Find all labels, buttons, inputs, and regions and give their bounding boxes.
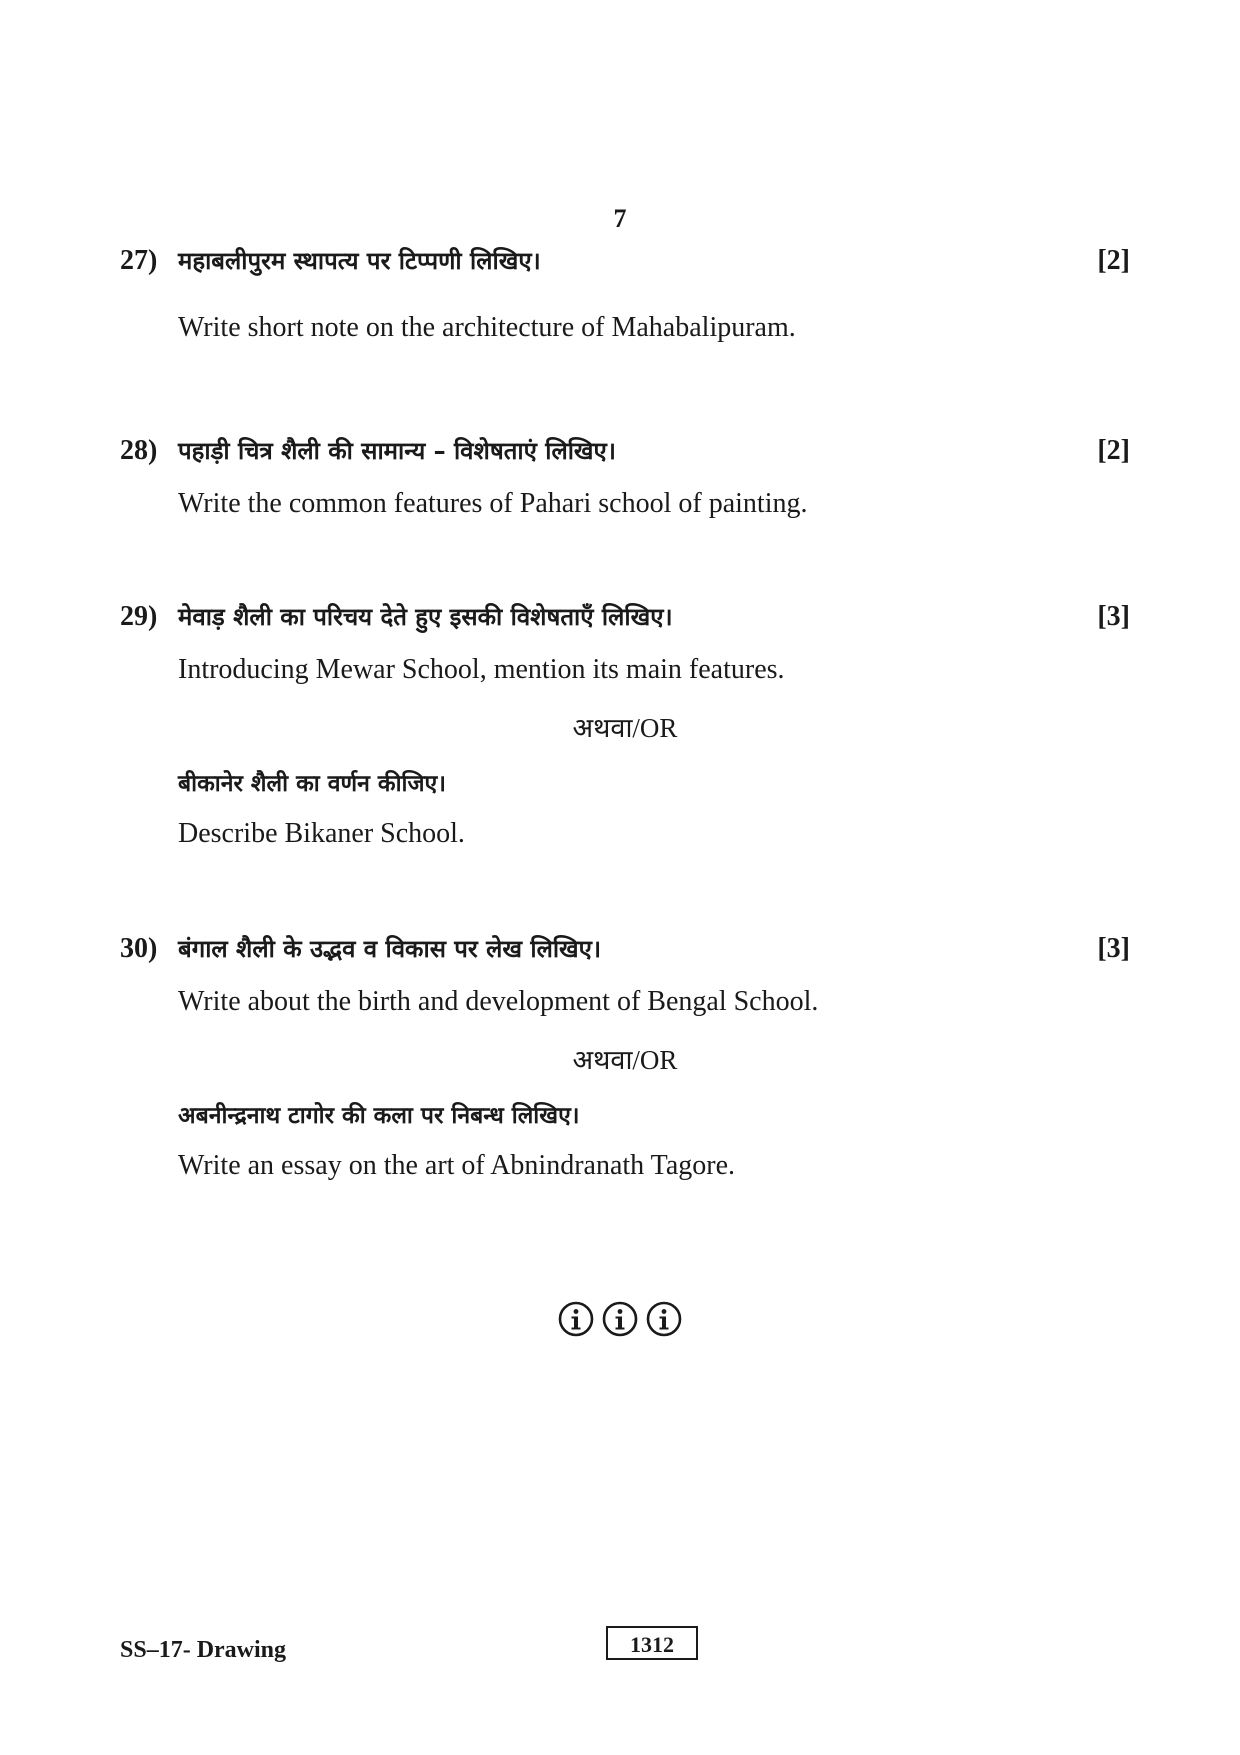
or-separator: अथवा/OR (572, 1045, 678, 1075)
or-separator: अथवा/OR (572, 713, 678, 743)
question-27 (120, 244, 1130, 343)
question-number: 29) (120, 601, 158, 632)
circled-info-icon (601, 1300, 639, 1338)
question-text-hindi: बंगाल शैली के उद्भव व विकास पर लेख लिखिए। (178, 935, 602, 963)
page-number: 7 (613, 204, 627, 233)
question-marks: [3] (1097, 933, 1130, 964)
circled-info-icon (557, 1300, 595, 1338)
question-number: 27) (120, 245, 158, 276)
question-marks: [2] (1097, 245, 1130, 276)
question-marks: [3] (1097, 601, 1130, 632)
paper-code: SS–17- Drawing (120, 1637, 287, 1663)
booklet-code-box: 1312 (606, 1626, 698, 1660)
end-of-paper-marker (0, 1300, 1240, 1338)
question-28 (120, 434, 1130, 519)
question-text-hindi: मेवाड़ शैली का परिचय देते हुए इसकी विशेषताएँ लिखिए। (178, 603, 673, 631)
question-text-hindi: महाबलीपुरम स्थापत्य पर टिप्पणी लिखिए। (178, 247, 541, 275)
alternate-text-hindi: बीकानेर शैली का वर्णन कीजिए। (178, 771, 446, 797)
question-text-english: Write about the birth and development of Bengal School. (178, 986, 819, 1017)
alternate-text-english: Describe Bikaner School. (178, 818, 465, 849)
alternate-text-hindi: अबनीन्द्रनाथ टागोर की कला पर निबन्ध लिखिए। (178, 1103, 580, 1129)
alternate-text-english: Write an essay on the art of Abnindranath Tagore. (178, 1150, 735, 1181)
question-29 (120, 600, 1130, 849)
question-text-english: Write the common features of Pahari school of painting. (178, 488, 808, 519)
circled-info-icon (645, 1300, 683, 1338)
question-text-english: Write short note on the architecture of Mahabalipuram. (178, 312, 796, 343)
question-text-hindi: पहाड़ी चित्र शैली की सामान्य – विशेषताएं लिखिए। (178, 437, 616, 465)
question-30 (120, 932, 1130, 1181)
question-text-english: Introducing Mewar School, mention its main features. (178, 654, 785, 685)
question-marks: [2] (1097, 435, 1130, 466)
question-number: 30) (120, 933, 158, 964)
question-number: 28) (120, 435, 158, 466)
